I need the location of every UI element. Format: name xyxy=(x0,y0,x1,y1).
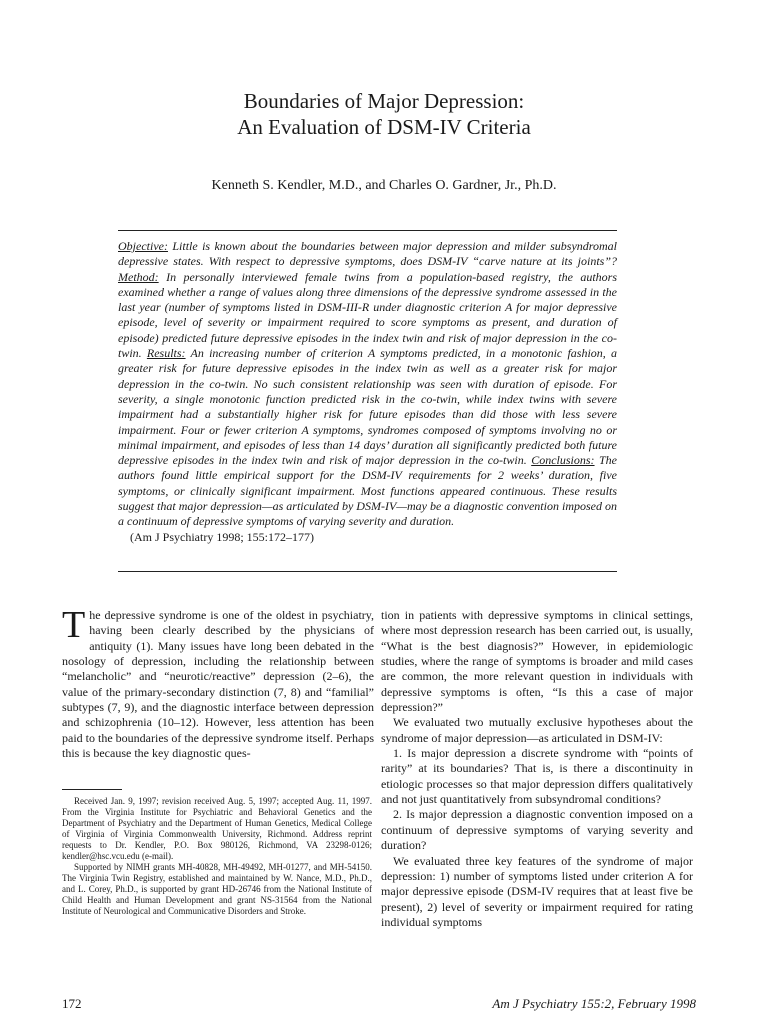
journal-footer: Am J Psychiatry 155:2, February 1998 xyxy=(492,996,696,1011)
method-text: In personally interviewed female twins from a population-based registry, the authors examined whether a range of values along three dimensions of the depressive syndrome assessed in the last year (number of symptoms listed in DSM-III-R under diagnostic criterion A for major depressive episode, level of severity or impairment required to score symptoms as present, and duration of episode) predicted future depressive episodes in the index twin and risk of major depression in the co-twin. xyxy=(118,269,617,361)
body-paragraph-3: We evaluated three key features of the syndrome of major depression: 1) number of symptoms listed under criterion A for major depressive episode (DSM-IV requires that at least five be present), 2) level of severity or impairment required for rating individual symptoms xyxy=(381,853,693,929)
abstract-text xyxy=(118,239,617,545)
hypothesis-2: 2. Is major depression a diagnostic convention imposed on a continuum of depressive symptoms of varying severity and duration? xyxy=(381,807,693,853)
results-label: Results: xyxy=(146,346,186,361)
results-text: An increasing number of criterion A symptoms predicted, in a monotonic fashion, a greater risk for future depressive episodes in the index twin as well as a greater risk for major depression in the co-twin. No such consistent relationship was seen with duration of episode. For severity, a single monotonic function predicted risk in the co-twin, while index twins with severe impairment had a substantially higher risk for future episodes than did those with less severe impairment. Four or fewer criterion A symptoms, syndromes composed of symptoms involving no or minimal impairment, and episodes of less than 14 days’ duration all significantly predicted both future depressive episodes in the index twin and risk of major depression in the co-twin. xyxy=(118,346,618,468)
left-column xyxy=(62,604,374,761)
footnote-received: Received Jan. 9, 1997; revision received Aug. 5, 1997; accepted Aug. 11, 1997. From the Virginia Institute for Psychiatric and Behavioral Genetics and the Department of Psychiatry and the Department of Human Genetics, Medical College of Virginia of Virginia Commonwealth University, Richmond. Address reprint requests to Dr. Kendler, P.O. Box 980126, Richmond, VA 23298-0126; kendler@hsc.vcu.edu (e-mail). xyxy=(62,796,372,861)
abstract-citation: (Am J Psychiatry 1998; 155:172–177) xyxy=(130,529,314,544)
title-line-1: Boundaries of Major Depression: xyxy=(243,89,525,113)
drop-cap: T xyxy=(62,604,86,646)
right-column xyxy=(381,608,693,930)
objective-text: Little is known about the boundaries between major depression and milder subsyndromal depressive states. With respect to depressive symptoms, does DSM-IV “carve nature at its joints”? xyxy=(118,239,617,269)
abstract-box xyxy=(118,230,617,572)
body-paragraph-1: tion in patients with depressive symptoms in clinical settings, where most depression research has been carried out, is usually, “What is the best diagnosis?” However, in epidemiologic studies, where the range of symptoms is broader and mild cases are common, the more relevant question in individuals with depressive symptoms is often, “Is this a case of major depression?” xyxy=(381,608,693,715)
intro-paragraph xyxy=(62,604,374,761)
conclusions-text: The authors found little empirical support for the DSM-IV requirements for 2 weeks’ duration, five symptoms, or clinically significant impairment. Most functions appeared continuous. These results suggest that major depression—as articulated by DSM-IV—may be a diagnostic convention imposed on a continuum of depressive symptoms of varying severity and duration. xyxy=(118,453,617,529)
article-title xyxy=(0,88,768,140)
objective-label: Objective: xyxy=(118,239,168,253)
footnote xyxy=(62,796,372,917)
footnote-support: Supported by NIMH grants MH-40828, MH-49492, MH-01277, and MH-54150. The Virginia Twin Registry, established and maintained by W. Nance, M.D., Ph.D., and L. Corey, Ph.D., is supported by grant HD-26746 from the National Institute of Child Health and Human Development and grant NS-31564 from the National Institute of Neurological and Communicative Disorders and Stroke. xyxy=(62,862,372,916)
page-number: 172 xyxy=(62,996,82,1011)
method-label: Method: xyxy=(118,269,159,284)
intro-text: he depressive syndrome is one of the oldest in psychiatry, having been clearly described by the physicians of antiquity (1). Many issues have long been debated in the nosology of depression, including the relationship between “melancholic” and “neurotic/reactive” depression (2–6), the value of the primary-secondary distinction (7, 8) and “familial” subtypes (7, 9), and the diagnostic interface between depression and schizophrenia (10–12). However, less attention has been paid to the boundaries of the depressive syndrome itself. Perhaps this is because the key diagnostic ques- xyxy=(62,608,374,761)
title-line-2: An Evaluation of DSM-IV Criteria xyxy=(237,115,531,139)
body-paragraph-2: We evaluated two mutually exclusive hypotheses about the syndrome of major depression—as articulated in DSM-IV: xyxy=(381,715,693,745)
footnote-rule xyxy=(62,789,122,790)
conclusions-label: Conclusions: xyxy=(531,453,595,468)
hypothesis-1: 1. Is major depression a discrete syndrome with “points of rarity” at its boundaries? That is, is there a discontinuity in etiologic processes so that major depression differs qualitatively and not just quantitatively from subsyndromal conditions? xyxy=(381,746,693,807)
author-line: Kenneth S. Kendler, M.D., and Charles O. Gardner, Jr., Ph.D. xyxy=(211,178,557,193)
